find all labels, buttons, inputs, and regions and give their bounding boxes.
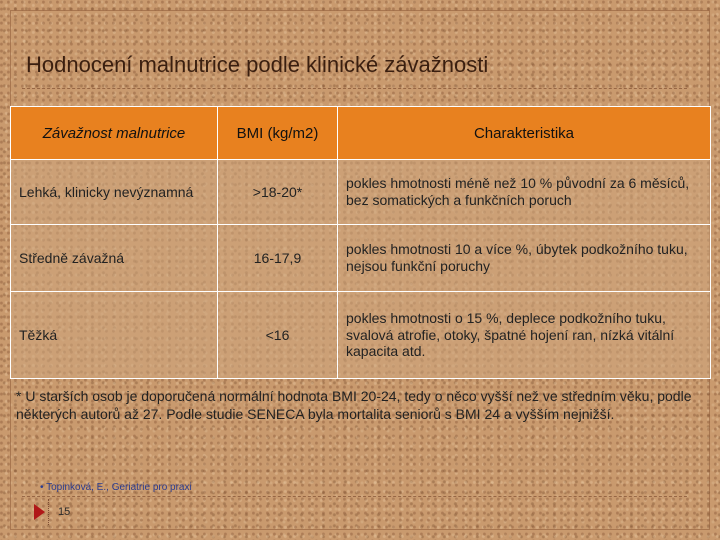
bmi-cell: 16-17,9 [218, 225, 338, 292]
source-citation: • Topinková, E., Geriatrie pro praxi [40, 482, 192, 493]
footnote: * U starších osob je doporučená normální hodnota BMI 20-24, tedy o něco vyšší než ve středním věku, podle některých autorů až 27. Podle studie SENECA byla mortalita seniorů s BMI 24 a vyšším nejnižší. [16, 388, 692, 422]
severity-cell: Středně závažná [11, 225, 218, 292]
header-bmi: BMI (kg/m2) [218, 107, 338, 160]
footer-divider [22, 496, 687, 497]
severity-cell: Lehká, klinicky nevýznamná [11, 160, 218, 225]
severity-cell: Těžká [11, 292, 218, 379]
table-row [11, 292, 711, 379]
page-number: 15 [58, 506, 71, 518]
header-severity: Závažnost malnutrice [11, 107, 218, 160]
characteristics-cell: pokles hmotnosti 10 a více %, úbytek podkožního tuku, nejsou funkční poruchy [338, 225, 711, 292]
bmi-cell: >18-20* [218, 160, 338, 225]
table-row [11, 225, 711, 292]
characteristics-cell: pokles hmotnosti méně než 10 % původní za 6 měsíců, bez somatických a funkčních poruch [338, 160, 711, 225]
characteristics-cell: pokles hmotnosti o 15 %, deplece podkožního tuku, svalová atrofie, otoky, špatné hojení ran, nízká vitální kapacita atd. [338, 292, 711, 379]
bmi-cell: <16 [218, 292, 338, 379]
slide-title: Hodnocení malnutrice podle klinické závažnosti [26, 52, 489, 77]
header-characteristics: Charakteristika [338, 107, 711, 160]
table-row [11, 160, 711, 225]
footer-separator [48, 499, 49, 525]
table-header-row [11, 107, 711, 160]
malnutrition-table [10, 106, 711, 379]
play-arrow-icon[interactable] [34, 504, 45, 520]
title-divider [22, 88, 687, 89]
